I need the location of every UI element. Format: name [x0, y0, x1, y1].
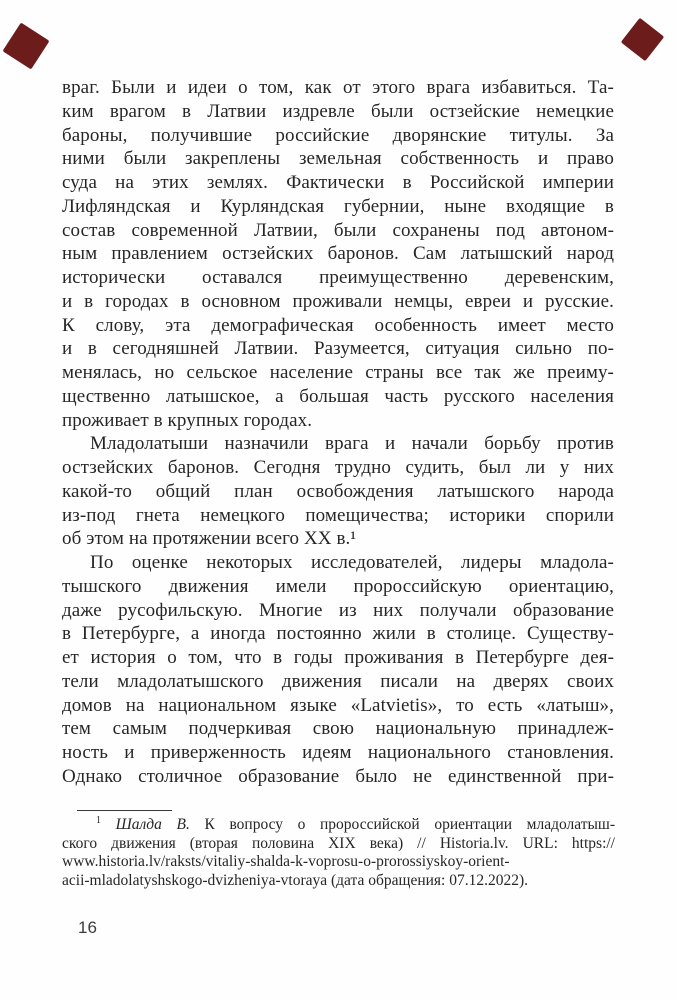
text-line: ным правлением остзейских баронов. Сам латышский народ: [62, 243, 614, 265]
paragraph: [62, 76, 614, 432]
footnote-line: www.historia.lv/raksts/vitaliy-shalda-k-voprosu-o-prorossiyskoy-orient-: [62, 853, 510, 871]
text-line: бароны, получившие российские дворянские титулы. За: [62, 124, 614, 146]
footnote-line: acii-mladolatyshskogo-dvizheniya-vtoraya (дата обращения: 07.12.2022).: [62, 871, 529, 889]
text-line: По оценке некоторых исследователей, лидеры младола-: [90, 552, 614, 573]
text-line: ет история о том, что в годы проживания в Петербурге дея-: [62, 647, 614, 668]
text-line: Лифляндская и Курляндская губернии, ныне входящие в: [62, 195, 614, 217]
footnote: [62, 816, 615, 890]
text-line: враг. Были и идеи о том, как от этого врага избавиться. Та-: [62, 77, 614, 98]
text-line-with-footnote-ref: об этом на протяжении всего XX в.¹: [62, 528, 357, 550]
text-line: остзейских баронов. Сегодня трудно судить, был ли у них: [62, 457, 614, 478]
footnote-line: ского движения (вторая половина XIX века) // Historia.lv. URL: https://: [62, 834, 615, 852]
text-line: в Петербурге, а иногда постоянно жили в столице. Существу-: [62, 623, 614, 645]
footnote-author: Шалда В.: [115, 816, 190, 833]
text-line: какой-то общий план освобождения латышского народа: [62, 480, 614, 502]
text-line: ким врагом в Латвии издревле были остзейские немецкие: [62, 100, 614, 122]
footnote-marker: 1: [96, 816, 101, 826]
text-line: тышского движения имели пророссийскую ориентацию,: [62, 575, 614, 597]
text-line: щественно латышское, а большая часть русского населения: [62, 385, 614, 407]
text-line: исторически оставался преимущественно деревенским,: [62, 267, 614, 288]
footnote-line: [62, 816, 615, 835]
text-block: [62, 76, 614, 789]
footnote-text: К вопросу о пророссийской ориентации младолатыш-: [204, 816, 615, 833]
text-line: даже русофильскую. Многие из них получали образование: [62, 599, 614, 621]
text-line: из-под гнета немецкого помещичества; историки спорили: [62, 504, 614, 526]
text-line: ность и приверженность идеям национального становления.: [62, 742, 614, 763]
text-line: состав современной Латвии, были сохранены под автоном-: [62, 219, 614, 241]
text-line: менялась, но сельское население страны все так же преиму-: [62, 362, 614, 383]
footnote-separator: [77, 810, 172, 811]
red-corner-mark-top-right: [621, 18, 665, 62]
text-line: ними были закреплены земельная собственность и право: [62, 148, 614, 170]
text-line: и в городах в основном проживали немцы, евреи и русские.: [62, 290, 614, 312]
text-line: К слову, эта демографическая особенность имеет место: [62, 314, 614, 336]
text-line: тем самым подчеркивая свою национальную принадлеж-: [62, 718, 614, 740]
paragraph: [62, 432, 614, 551]
text-line: домов на национальном языке «Latvietis», то есть «латыш»,: [62, 694, 614, 716]
text-line: суда на этих землях. Фактически в Российской империи: [62, 172, 614, 193]
red-corner-mark-top-left: [2, 22, 49, 69]
text-line: и в сегодняшней Латвии. Разумеется, ситуация сильно по-: [62, 338, 614, 360]
text-line: тели младолатышского движения писали на дверях своих: [62, 670, 614, 692]
text-line: Младолатыши назначили врага и начали борьбу против: [90, 433, 614, 455]
text-line: Однако столичное образование было не единственной при-: [62, 765, 614, 787]
text-line: проживает в крупных городах.: [62, 409, 313, 431]
page-number: 16: [78, 918, 97, 937]
paragraph: [62, 551, 614, 789]
